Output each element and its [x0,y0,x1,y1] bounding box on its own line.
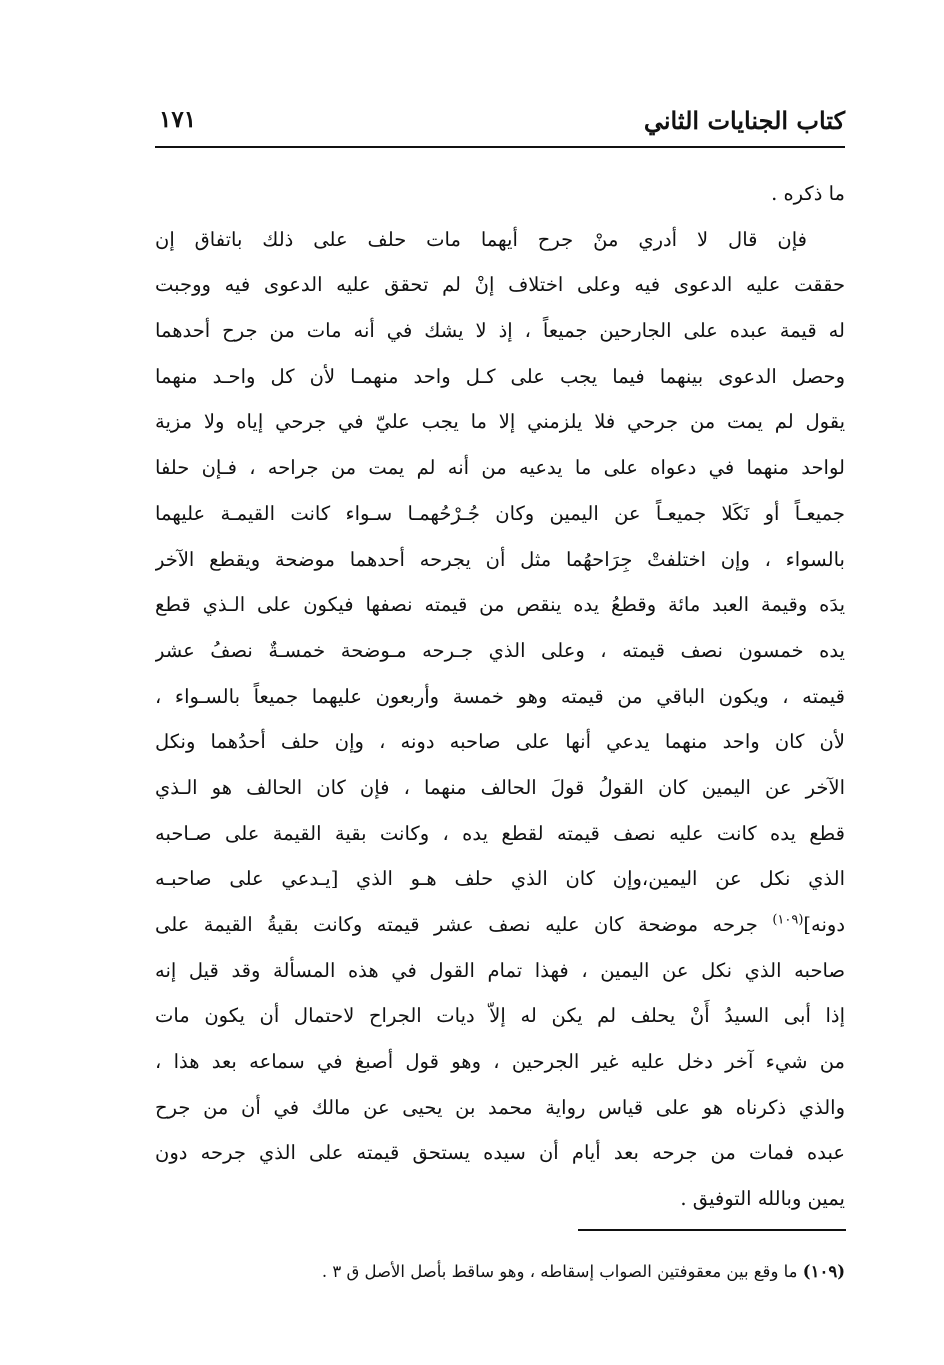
text-line-with-note-ref [155,902,845,948]
text-line: الذي نكل عن اليمين،وإن كان الذي حلف هـو الذي [يـدعي على صاحبـه [155,867,845,891]
text-line: بالسواء ، وإن اختلفتْ جِرَاحهُما مثل أن يجرحه أحدهما موضحة ويقطع الآخر [155,547,845,571]
footnote-separator [578,1229,846,1231]
text-line: صاحبه الذي نكل عن اليمين ، فهذا تمام القول في هذه المسألة وقد قيل إنه [155,958,845,982]
text-line: إذا أبى السيدُ أَنْ يحلف لم يكن له إلاّ ديات الجراح لاحتمال أن يكون مات [155,1004,845,1028]
text-line: لأن كان واحد منهما يدعي أنها على صاحبه دونه ، وإن حلف أحدُهما ونكل [155,730,845,754]
text-line: الآخر عن اليمين كان القولُ قولَ الحالف منهما ، فإن كان الحالف هو الـذي [155,775,845,799]
text-line: لواحد منهما في دعواه على ما يدعيه من أنه لم يمت من جراحه ، فـإن حلفا [155,456,845,480]
text-line: يدَه وقيمة العبد مائة وقطعُ يده ينقص من قيمته نصفها فيكون على الـذي قطع [155,593,845,617]
text-line-rest: جرحه موضحة كان عليه نصف عشر قيمته وكانت بقيةُ القيمة على [155,913,758,936]
footnote-marker: (١٠٩) [802,1262,845,1281]
text-line: فإن قال لا أدري منْ جرح أيهما مات حلف على ذلك باتفاق إن [155,227,807,251]
text-line: حققت عليه الدعوى فيه وعلى اختلاف إنْ لم تحقق عليه الدعوى فيه ووجبت [155,273,845,297]
footnote-text: ما وقع بين معقوفتين الصواب إسقاطه ، وهو ساقط بأصل الأصل ق ٣ . [321,1262,798,1281]
text-line: يمين وبالله التوفيق . [680,1187,845,1211]
page-number: ١٧١ [159,106,197,133]
book-title: كتاب الجنايات الثاني [643,106,845,135]
text-line: جميعـاً أو نَكَلا جميعـاً عن اليمين وكان جُـرْحُهمـا سـواء كانت القيمـة عليهما [155,501,845,525]
text-line: والذي ذكرناه هو على قياس رواية محمد بن يحيى عن مالك في أن من جرح [155,1095,845,1119]
text-line: قطع يده كانت عليه نصف قيمته لقطع يده ، وكانت بقية القيمة على صـاحبه [155,821,845,845]
text-line: وحصل الدعوى بينهما فيما يجب على كـل واحد منهمـا لأن كل واحـد منهما [155,364,845,388]
text-line: قيمته ، ويكون الباقي من قيمته وهو خمسة وأربعون عليهما جميعاً بالسـواء ، [155,684,845,708]
text-line: عبده فمات من جرحه بعد أيام أن سيده يستحق قيمته على الذي جرحه دون [155,1141,845,1165]
running-head [155,100,845,148]
text-line: يده خمسون نصف قيمته ، وعلى الذي جـرحه مـوضحة خمسـةٌ نصفُ عشر [155,638,845,662]
body-text [155,171,845,1222]
text-line: يقول لم يمت من جرحي فلا يلزمني إلا ما يجب عليّ في جرحي إياه ولا مزية [155,410,845,434]
bracket-end: دونه] [803,913,845,936]
footnote [322,1262,845,1281]
text-line: له قيمة عبده على الجارحين جميعاً ، إذ لا يشك في أنه مات من جرح أحدهما [155,319,845,343]
text-line: ما ذكره . [771,182,845,205]
footnote-reference: (١٠٩) [772,912,804,928]
text-line: من شيء آخر دخل عليه غير الجرحين ، وهو قول أصبغ في سماعه بعد هذا ، [155,1050,845,1074]
